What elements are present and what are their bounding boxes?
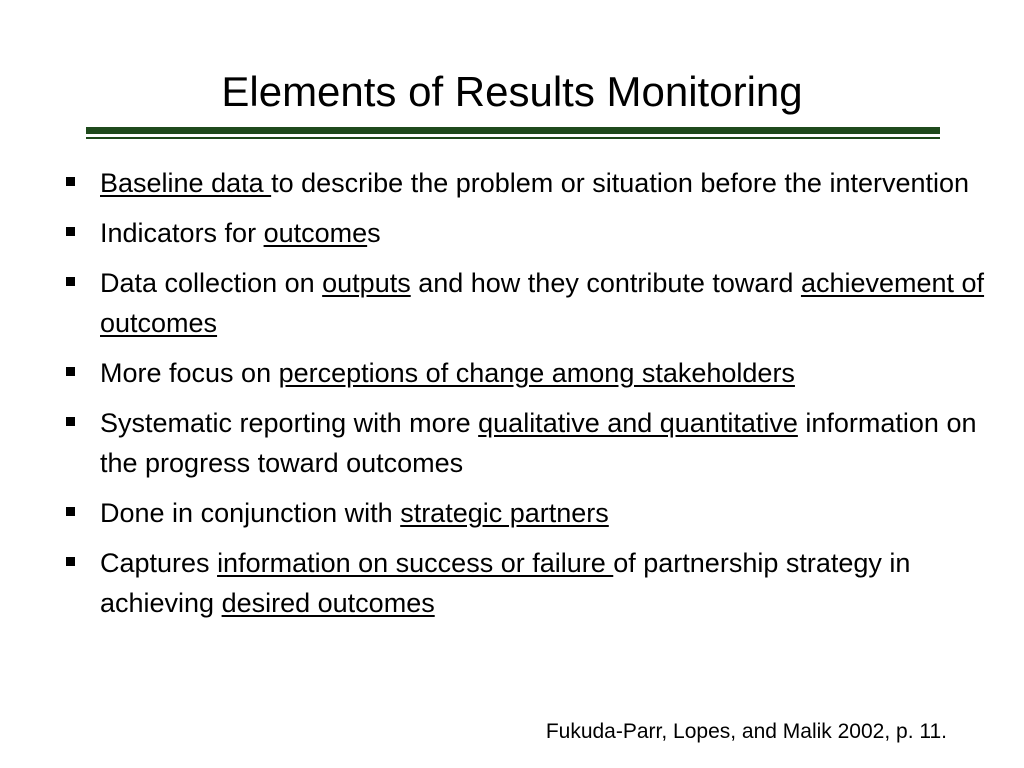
- bullet-text: Captures: [100, 548, 218, 578]
- square-bullet-icon: [66, 417, 75, 426]
- bullet-item: [66, 353, 996, 393]
- bullet-text: Systematic reporting with more: [100, 408, 479, 438]
- bullet-text: Indicators for: [100, 218, 264, 248]
- underlined-text: Baseline data: [100, 168, 272, 198]
- bullet-text: More focus on: [100, 358, 279, 388]
- bullet-item: [66, 213, 996, 253]
- bullet-text: Data collection on: [100, 268, 323, 298]
- underlined-text: outcome: [263, 218, 368, 248]
- bullet-item: [66, 493, 996, 533]
- bullet-text: and how they contribute toward: [410, 268, 801, 298]
- underlined-text: qualitative and quantitative: [478, 408, 798, 438]
- bullet-list: [66, 163, 996, 633]
- underlined-text: desired outcomes: [221, 588, 435, 618]
- square-bullet-icon: [66, 277, 75, 286]
- underlined-text: achievement of outcomes: [100, 268, 985, 338]
- square-bullet-icon: [66, 507, 75, 516]
- underlined-text: information on success or failure: [217, 548, 614, 578]
- square-bullet-icon: [66, 177, 75, 186]
- bullet-text: to describe the problem or situation before the intervention: [271, 168, 970, 198]
- bullet-item: [66, 163, 996, 203]
- title-rule-thick: [86, 127, 940, 134]
- square-bullet-icon: [66, 557, 75, 566]
- bullet-text: information on the progress toward outcomes: [100, 408, 977, 478]
- square-bullet-icon: [66, 227, 75, 236]
- underlined-text: perceptions of change among stakeholders: [278, 358, 795, 388]
- source-citation: Fukuda-Parr, Lopes, and Malik 2002, p. 11.: [545, 720, 947, 743]
- underlined-text: outputs: [322, 268, 411, 298]
- title-rule-thin: [86, 137, 940, 139]
- bullet-item: [66, 543, 996, 623]
- bullet-text: of partnership strategy in achieving: [100, 548, 911, 618]
- bullet-item: [66, 263, 996, 343]
- square-bullet-icon: [66, 367, 75, 376]
- bullet-text: s: [367, 218, 381, 248]
- underlined-text: strategic partners: [400, 498, 609, 528]
- bullet-text: Done in conjunction with: [100, 498, 401, 528]
- slide-title: Elements of Results Monitoring: [221, 68, 803, 115]
- bullet-item: [66, 403, 996, 483]
